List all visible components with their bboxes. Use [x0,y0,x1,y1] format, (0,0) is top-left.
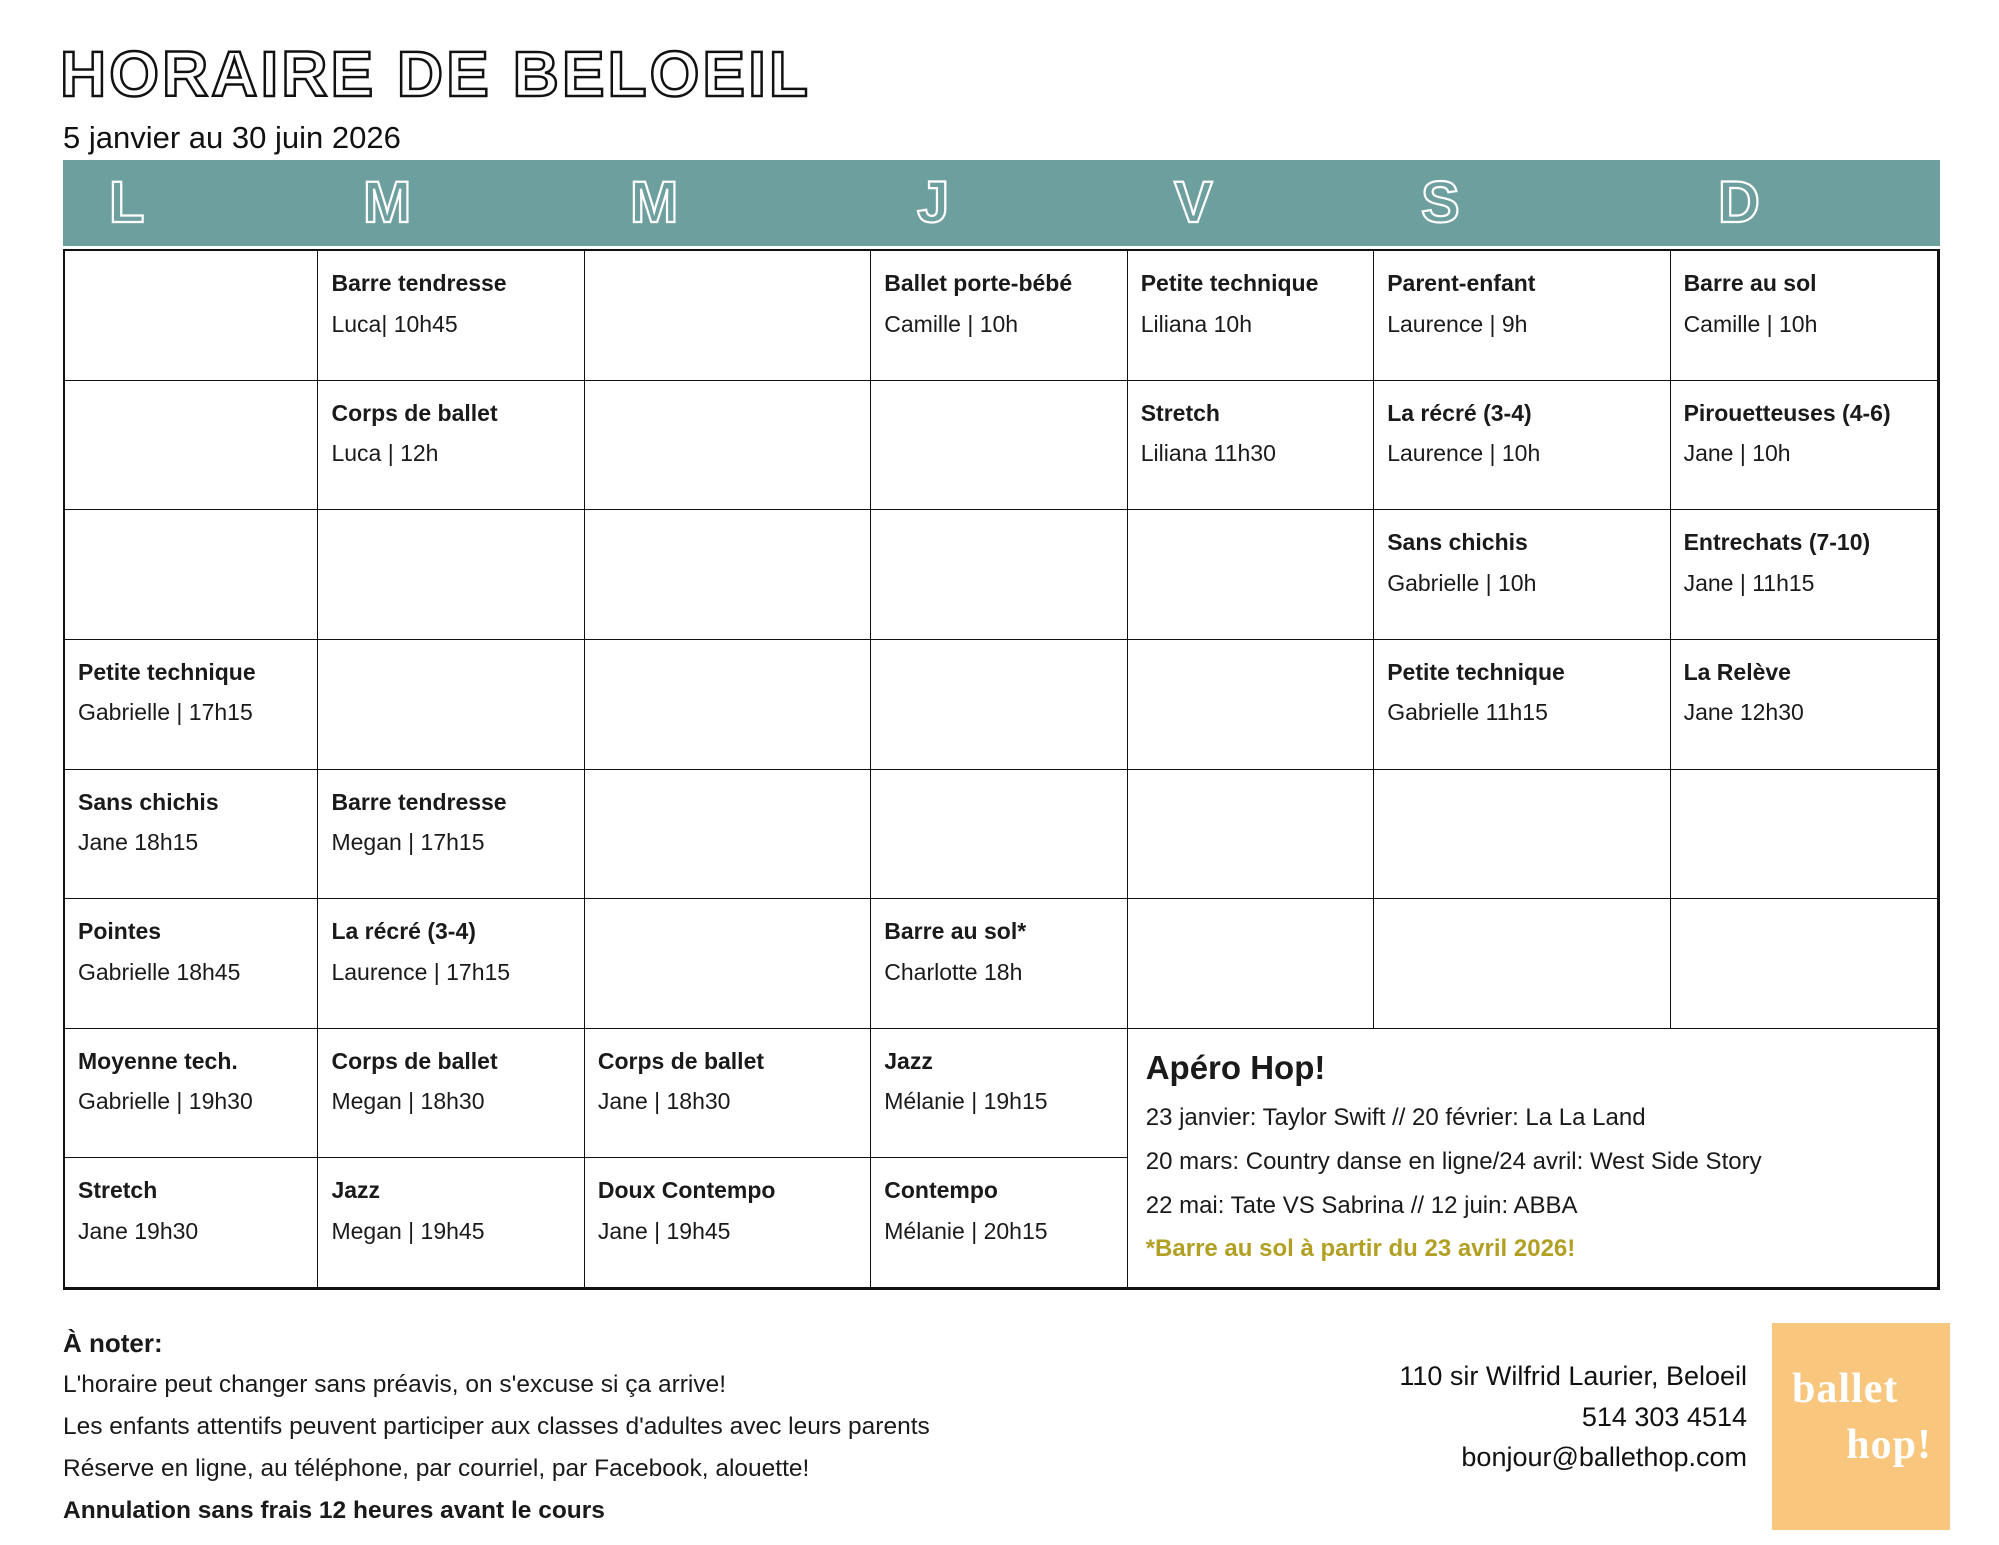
class-cell [65,1158,318,1288]
class-cell [1374,251,1670,381]
class-cell [871,251,1127,381]
class-cell [871,510,1127,640]
class-detail: Camille | 10h [1683,310,1818,337]
class-cell [318,381,584,511]
class-detail: Luca| 10h45 [331,310,458,337]
class-detail: Mélanie | 20h15 [884,1217,1048,1244]
day-header-dimanche: D [1718,170,1760,235]
date-range: 5 janvier au 30 juin 2026 [63,120,401,155]
class-cell [1671,381,1938,511]
class-name: Petite technique [1387,658,1565,685]
class-detail: Liliana 10h [1140,310,1252,337]
class-cell [65,251,318,381]
class-detail: Gabrielle | 19h30 [78,1088,253,1115]
class-name: Barre tendresse [331,788,507,815]
class-detail: Jane | 11h15 [1683,569,1815,596]
class-name: Doux Contempo [597,1177,776,1204]
day-header-mardi: M [363,170,412,235]
class-name: La récré (3-4) [1387,399,1532,426]
class-name: Ballet porte-bébé [884,270,1073,296]
apero-hop-title: Apéro Hop! [1145,1048,1326,1086]
contact-info [1399,1356,1747,1478]
class-cell [585,770,871,900]
class-name: Sans chichis [1387,529,1528,556]
notes-line: L'horaire peut changer sans préavis, on s'excuse si ça arrive! [63,1371,727,1398]
class-cell [65,899,318,1029]
class-name: Corps de ballet [331,1047,498,1074]
notes-heading: À noter: [63,1328,163,1358]
class-detail: Luca | 12h [331,440,439,467]
email-address: bonjour@ballethop.com [1461,1442,1747,1472]
class-cell [1128,640,1374,770]
class-cell [318,1029,584,1159]
class-cell [318,640,584,770]
class-cell [1374,899,1670,1029]
class-name: Pirouetteuses (4-6) [1683,399,1891,426]
class-cell [1128,251,1374,381]
class-name: Jazz [884,1047,933,1074]
class-name: Entrechats (7-10) [1683,529,1871,556]
schedule-grid [63,249,1940,1290]
cancellation-policy: Annulation sans frais 12 heures avant le cours [63,1497,605,1524]
class-name: Moyenne tech. [78,1047,238,1074]
class-detail: Megan | 18h30 [331,1088,485,1115]
class-cell [318,1158,584,1288]
notes-section [63,1328,930,1525]
day-header-lundi: L [109,170,145,235]
class-cell [1374,510,1670,640]
class-cell [318,510,584,640]
day-header-jeudi: J [917,170,950,235]
class-detail: Megan | 19h45 [331,1217,485,1244]
apero-hop-line: 22 mai: Tate VS Sabrina // 12 juin: ABBA [1145,1191,1578,1219]
class-cell [1671,770,1938,900]
class-cell [585,640,871,770]
day-header-samedi: S [1421,170,1460,235]
class-detail: Charlotte 18h [884,958,1023,985]
ballet-hop-logo [1772,1323,1950,1530]
class-cell [65,640,318,770]
class-name: Barre tendresse [331,270,507,296]
class-name: Jazz [331,1177,381,1204]
class-detail: Jane | 19h45 [597,1217,731,1244]
class-detail: Jane 18h15 [78,829,199,856]
notes-line: Les enfants attentifs peuvent participer aux classes d'adultes avec leurs parents [63,1413,930,1440]
class-cell [585,899,871,1029]
class-detail: Jane 12h30 [1683,699,1804,726]
class-detail: Jane | 10h [1683,440,1791,467]
class-name: Contempo [884,1177,998,1204]
class-cell [585,251,871,381]
class-cell [1671,251,1938,381]
apero-hop-panel [1128,1029,1938,1288]
class-name: Corps de ballet [597,1047,765,1074]
class-cell [65,510,318,640]
class-detail: Laurence | 10h [1387,440,1541,467]
class-name: Barre au sol* [884,918,1027,945]
class-cell [585,1029,871,1159]
apero-hop-line: 23 janvier: Taylor Swift // 20 février: La La Land [1145,1103,1646,1131]
class-detail: Jane | 18h30 [597,1088,731,1115]
class-detail: Gabrielle 18h45 [78,958,241,985]
class-cell [65,381,318,511]
class-name: Stretch [1140,399,1220,426]
class-cell [65,1029,318,1159]
class-detail: Gabrielle 11h15 [1387,699,1548,726]
day-header-vendredi: V [1174,170,1213,235]
logo-text-hop: hop! [1846,1422,1932,1468]
class-cell [871,899,1127,1029]
page-title: HORAIRE DE BELOEIL [60,38,811,110]
class-name: Stretch [78,1177,158,1204]
phone-number: 514 303 4514 [1581,1401,1747,1432]
class-cell [318,251,584,381]
class-cell [871,640,1127,770]
class-name: Sans chichis [78,788,219,815]
class-cell [871,381,1127,511]
barre-au-sol-note: *Barre au sol à partir du 23 avril 2026! [1145,1234,1576,1262]
class-name: Petite technique [1140,270,1319,296]
class-cell [871,1158,1127,1288]
class-cell [1374,770,1670,900]
class-detail: Laurence | 9h [1387,310,1528,337]
class-cell [585,510,871,640]
class-cell [871,770,1127,900]
day-header-mercredi: M [630,170,679,235]
class-cell [65,770,318,900]
class-detail: Laurence | 17h15 [331,958,511,985]
class-detail: Mélanie | 19h15 [884,1088,1048,1115]
class-cell [1374,381,1670,511]
class-cell [318,899,584,1029]
class-detail: Camille | 10h [884,310,1019,337]
class-name: Corps de ballet [331,399,498,426]
class-name: Petite technique [78,658,256,685]
class-name: Parent-enfant [1387,270,1536,296]
class-cell [1128,510,1374,640]
class-cell [1374,640,1670,770]
apero-hop-line: 20 mars: Country danse en ligne/24 avril: West Side Story [1145,1147,1762,1175]
notes-line: Réserve en ligne, au téléphone, par courriel, par Facebook, alouette! [63,1455,810,1482]
class-cell [1671,899,1938,1029]
class-detail: Jane 19h30 [78,1217,199,1244]
class-cell [1128,770,1374,900]
class-name: Barre au sol [1683,270,1817,296]
class-detail: Megan | 17h15 [331,829,485,856]
class-cell [1671,510,1938,640]
class-cell [1128,899,1374,1029]
class-name: Pointes [78,918,162,945]
class-detail: Gabrielle | 17h15 [78,699,253,726]
class-cell [585,1158,871,1288]
address: 110 sir Wilfrid Laurier, Beloeil [1399,1361,1747,1391]
class-cell [1128,381,1374,511]
class-cell [318,770,584,900]
class-name: La Relève [1683,658,1791,685]
class-name: La récré (3-4) [331,918,476,945]
logo-text-ballet: ballet [1792,1366,1899,1412]
day-header [63,160,1940,246]
class-cell [871,1029,1127,1159]
class-cell [1671,640,1938,770]
class-detail: Liliana 11h30 [1140,440,1276,467]
class-cell [585,381,871,511]
class-detail: Gabrielle | 10h [1387,569,1537,596]
